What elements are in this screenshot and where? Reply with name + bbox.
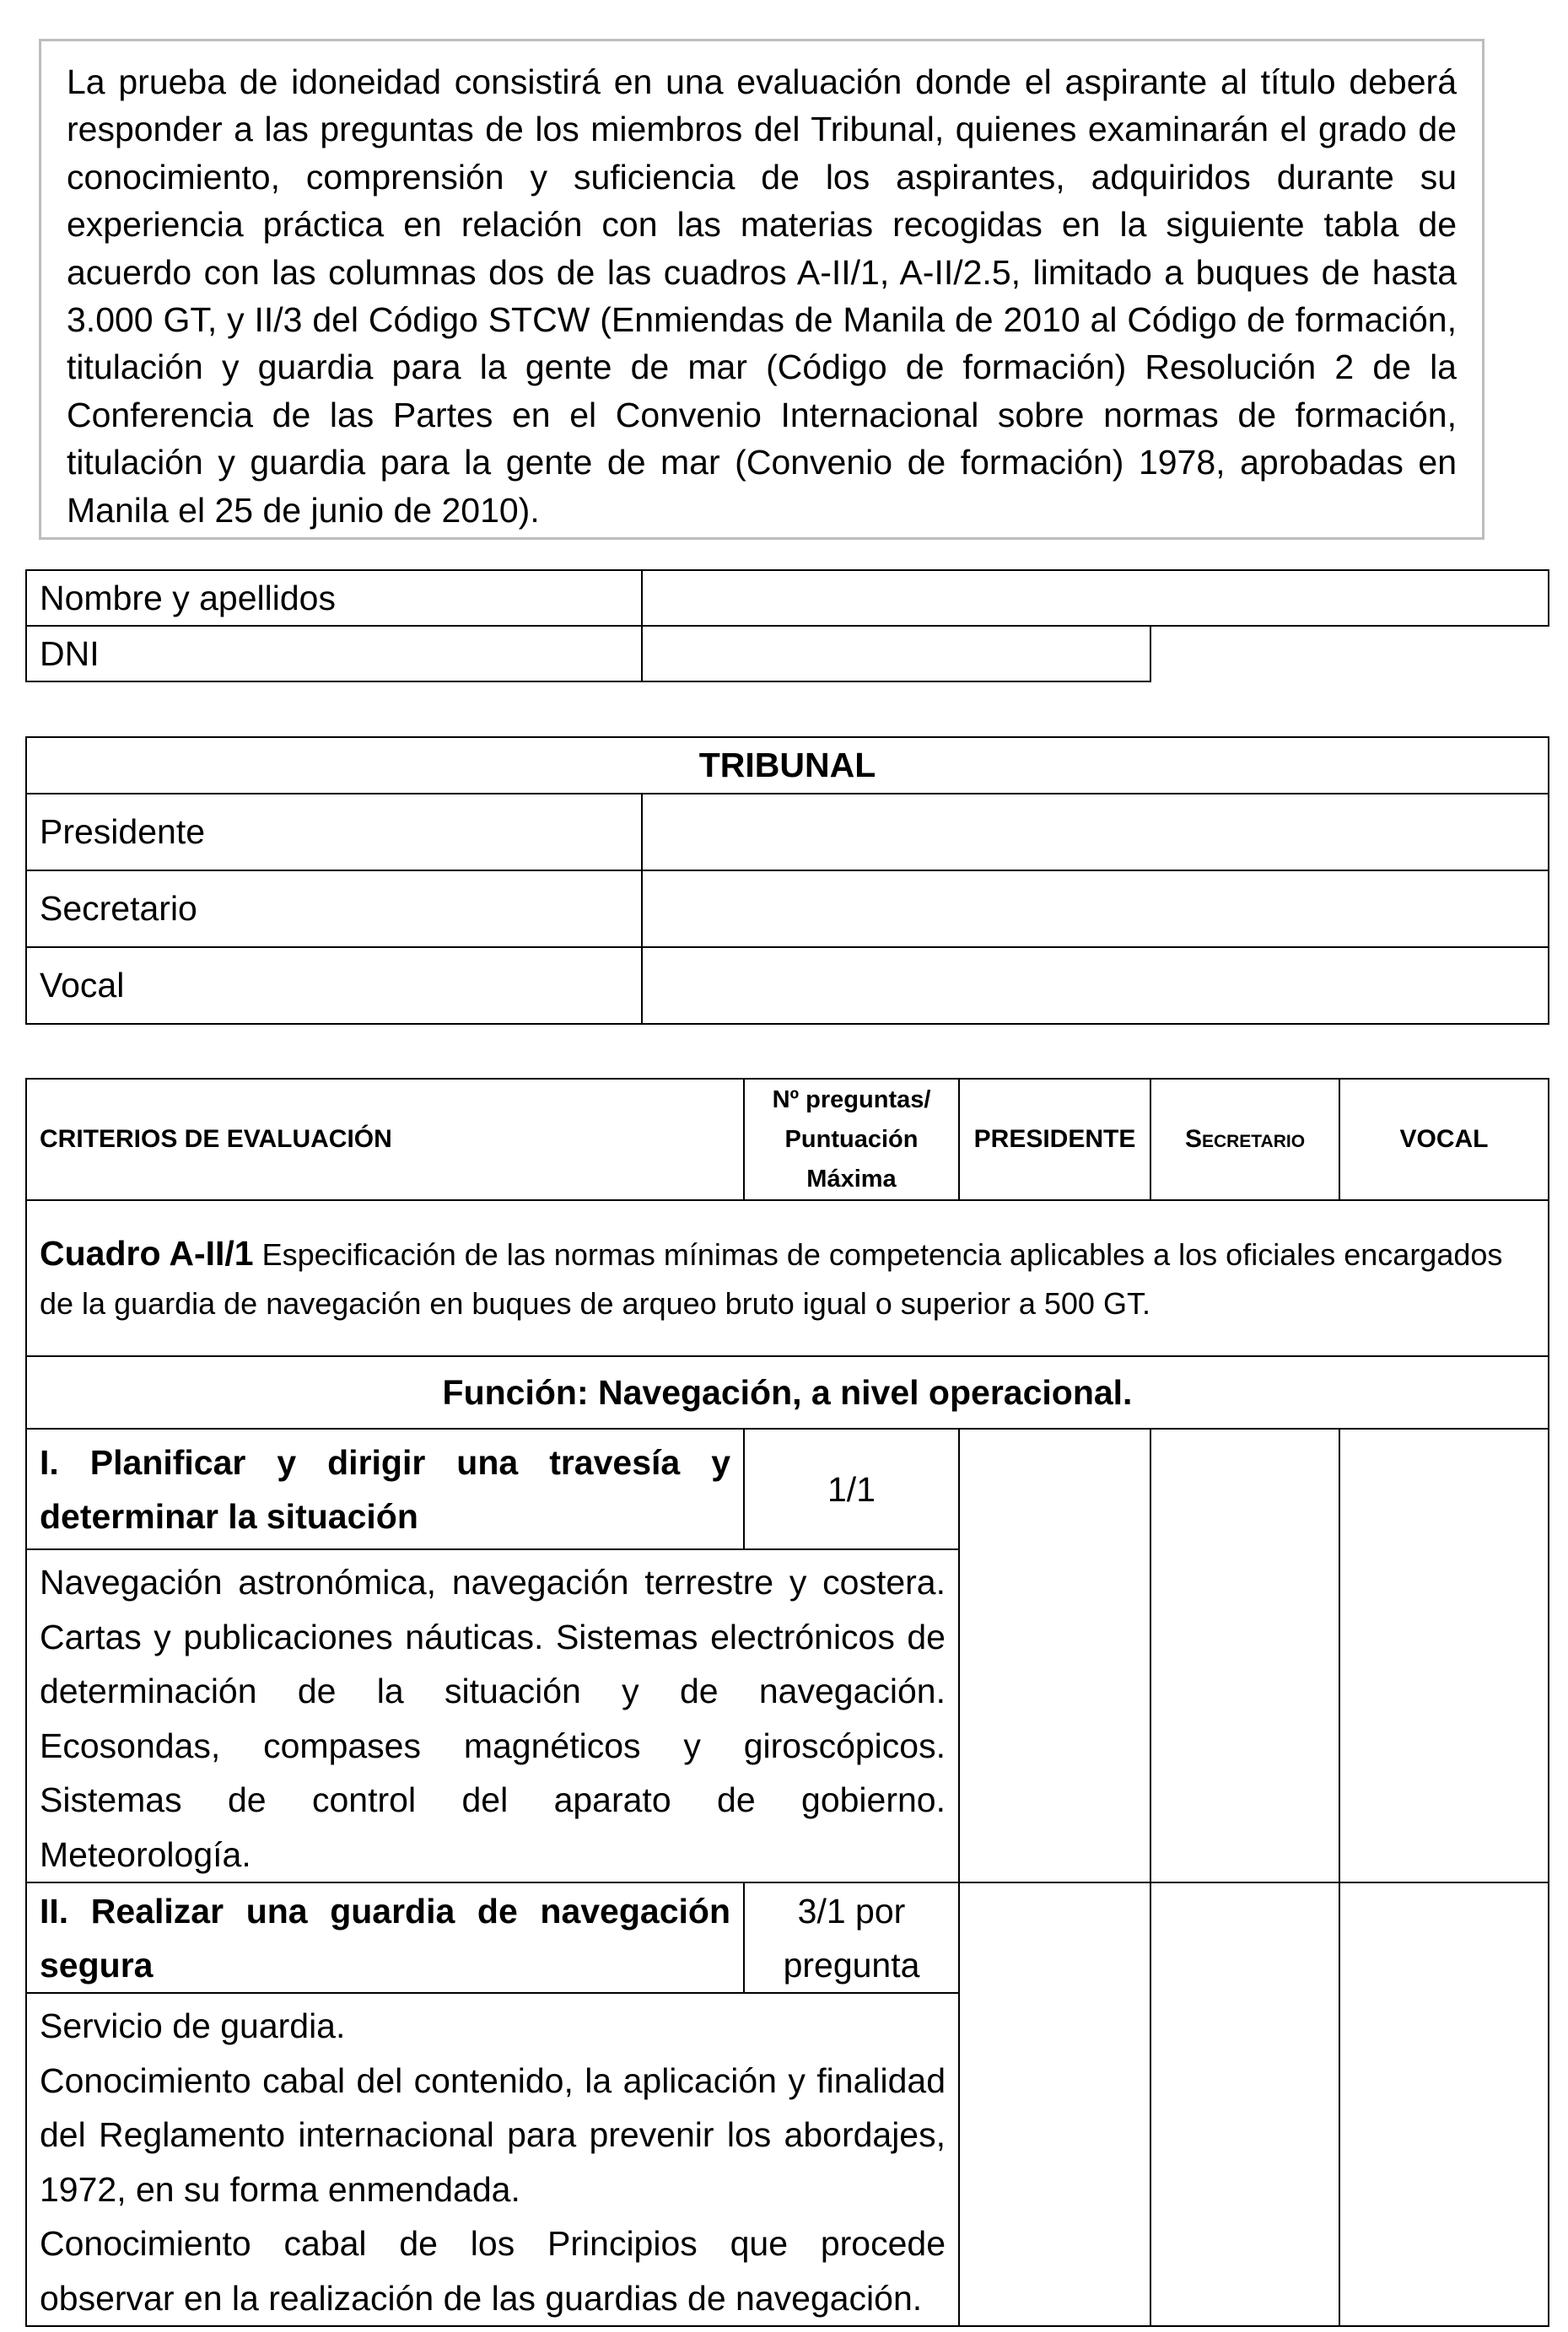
header-preguntas-line3: Máxima [806, 1165, 897, 1193]
section-2-title-row [26, 1882, 1549, 1993]
section-1-title-line2: determinar la situación [40, 1496, 418, 1536]
section-2-body-p3: Conocimiento cabal de los Principios que procede observar en la realización de las guardias de navegación. [40, 2224, 946, 2318]
presidente-label: Presidente [26, 794, 642, 870]
tribunal-row-vocal [26, 947, 1549, 1024]
tribunal-row-presidente [26, 794, 1549, 870]
section-1-vocal-score[interactable] [1339, 1429, 1549, 1882]
vocal-field[interactable] [642, 947, 1549, 1024]
secretario-label: Secretario [26, 870, 642, 947]
cuadro-row [26, 1200, 1549, 1356]
dni-spacer [1150, 626, 1549, 681]
dni-field[interactable] [642, 626, 1150, 681]
section-1-points: 1/1 [744, 1429, 959, 1549]
tribunal-row-secretario [26, 870, 1549, 947]
header-criterios: CRITERIOS DE EVALUACIÓN [26, 1079, 744, 1200]
header-presidente: PRESIDENTE [959, 1079, 1150, 1200]
funcion-row [26, 1356, 1549, 1429]
secretario-field[interactable] [642, 870, 1549, 947]
section-2-title [26, 1882, 744, 1993]
section-2-title-line1: II. Realizar una guardia de navegación [40, 1891, 730, 1931]
section-2-body-p2: Conocimiento cabal del contenido, la aplicación y finalidad del Reglamento internacional para prevenir los abordajes, 1972, en su forma enmendada. [40, 2060, 946, 2209]
section-1-title-line1: I. Planificar y dirigir una travesía y [40, 1442, 730, 1482]
header-preguntas [744, 1079, 959, 1200]
tribunal-header-row [26, 737, 1549, 794]
dni-row [26, 626, 1549, 681]
section-1-body: Navegación astronómica, navegación terrestre y costera. Cartas y publicaciones náuticas. Sistemas electrónicos de determinación de la situación y de navegación. Ecosondas, compases magnéticos y giroscópicos. Sistemas de control del aparato de gobierno. Meteorología. [26, 1549, 959, 1882]
section-2-points-line2: pregunta [783, 1945, 920, 1985]
section-2-title-line2: segura [40, 1945, 154, 1985]
header-secretario: Secretario [1150, 1079, 1339, 1200]
section-2-body-p1: Servicio de guardia. [40, 2006, 346, 2045]
header-preguntas-line1: Nº preguntas/ [772, 1085, 931, 1113]
cuadro-code: Cuadro A-II/1 [40, 1233, 254, 1273]
section-2-points [744, 1882, 959, 1993]
header-vocal: VOCAL [1339, 1079, 1549, 1200]
header-preguntas-line2: Puntuación [784, 1125, 919, 1153]
criteria-table [25, 1078, 1549, 2327]
criteria-header-row [26, 1079, 1549, 1200]
section-1-secretario-score[interactable] [1150, 1429, 1339, 1882]
identification-table [25, 569, 1549, 682]
section-1-title [26, 1429, 744, 1549]
section-2-secretario-score[interactable] [1150, 1882, 1339, 2326]
section-2-vocal-score[interactable] [1339, 1882, 1549, 2326]
presidente-field[interactable] [642, 794, 1549, 870]
intro-box [39, 39, 1484, 540]
vocal-label: Vocal [26, 947, 642, 1024]
name-label: Nombre y apellidos [26, 570, 642, 626]
section-2-presidente-score[interactable] [959, 1882, 1150, 2326]
tribunal-table [25, 736, 1549, 1025]
section-2-body [26, 1993, 959, 2326]
dni-label: DNI [26, 626, 642, 681]
funcion-title: Función: Navegación, a nivel operacional. [26, 1356, 1549, 1429]
intro-text: La prueba de idoneidad consistirá en una evaluación donde el aspirante al título deberá responder a las preguntas de los miembros del Tribunal, quienes examinarán el grado de conocimiento, comprensión y suficiencia de los aspirantes, adquiridos durante su experiencia práctica en relación con las materias recogidas en la siguiente tabla de acuerdo con las columnas dos de las cuadros A-II/1, A-II/2.5, limitado a buques de hasta 3.000 GT, y II/3 del Código STCW (Enmiendas de Manila de 2010 al Código de formación, titulación y guardia para la gente de mar (Código de formación) Resolución 2 de la Conferencia de las Partes en el Convenio Internacional sobre normas de formación, titulación y guardia para la gente de mar (Convenio de formación) 1978, aprobadas en Manila el 25 de junio de 2010). [67, 62, 1457, 530]
cuadro-description: Especificación de las normas mínimas de competencia aplicables a los oficiales encargados de la guardia de navegación en buques de arqueo bruto igual o superior a 500 GT. [40, 1236, 1503, 1321]
cuadro-cell [26, 1200, 1549, 1356]
tribunal-title: TRIBUNAL [26, 737, 1549, 794]
section-1-title-row [26, 1429, 1549, 1549]
section-1-presidente-score[interactable] [959, 1429, 1150, 1882]
name-row [26, 570, 1549, 626]
name-field[interactable] [642, 570, 1549, 626]
section-2-points-line1: 3/1 por [797, 1891, 906, 1931]
